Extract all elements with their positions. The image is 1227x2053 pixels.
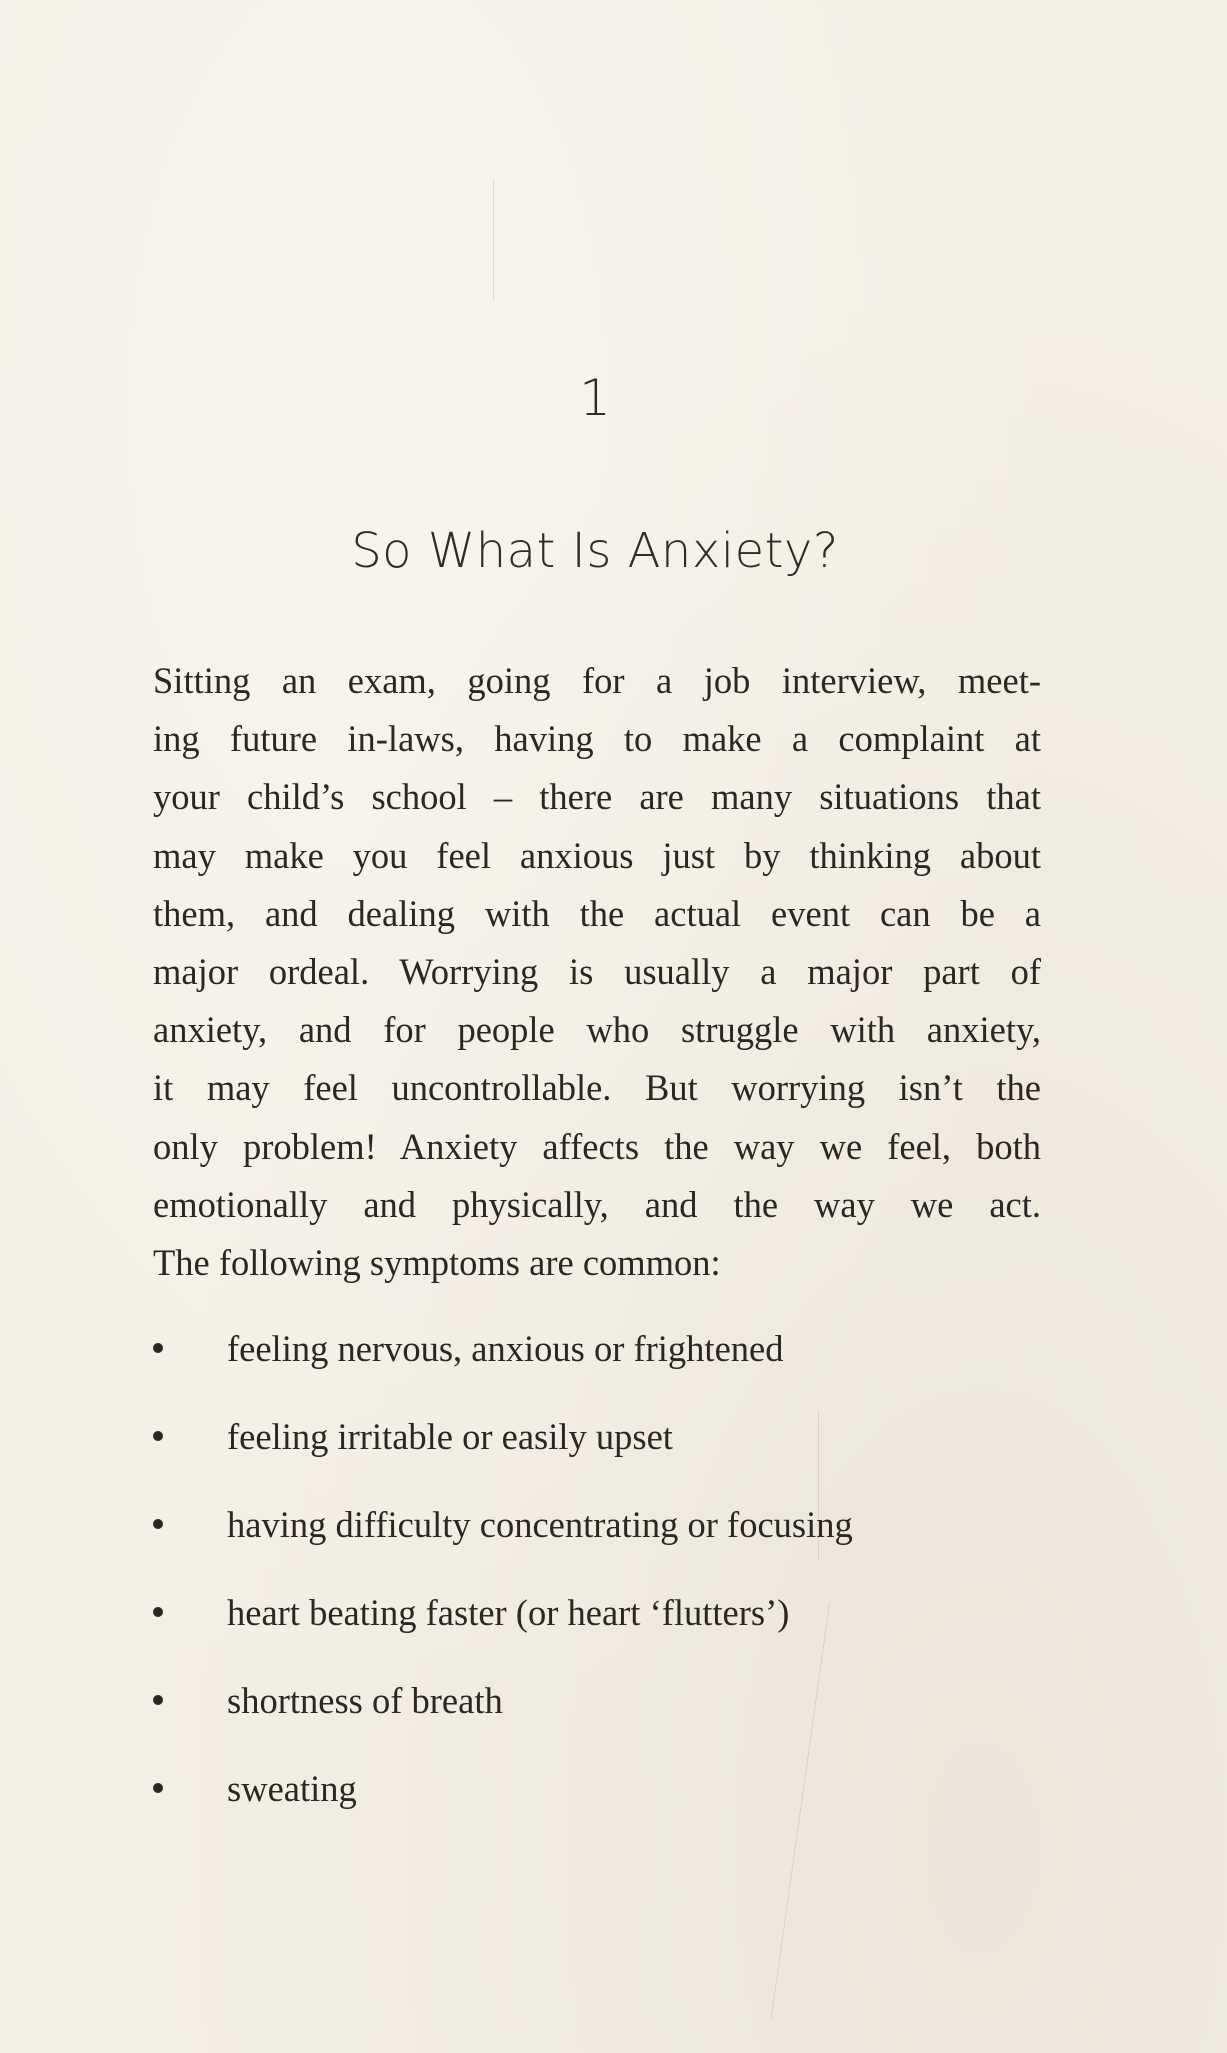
paragraph-line: Sitting an exam, going for a job interview, meet-: [153, 660, 1041, 701]
list-item: [153, 1320, 1053, 1408]
list-item-text: having difficulty concentrating or focusing: [227, 1504, 853, 1545]
chapter-number: 1: [579, 369, 611, 427]
list-item-text: feeling irritable or easily upset: [227, 1416, 673, 1457]
paper-crease: [493, 180, 494, 300]
paragraph-line: major ordeal. Worrying is usually a major part of: [153, 951, 1041, 993]
list-item-text: feeling nervous, anxious or frightened: [227, 1328, 784, 1369]
bullet-icon: [153, 1431, 163, 1441]
symptom-list: [153, 1320, 1053, 1848]
bullet-icon: [153, 1783, 163, 1793]
chapter-title: So What Is Anxiety?: [351, 523, 839, 579]
paragraph-line: may make you feel anxious just by thinking about: [153, 834, 1041, 876]
paragraph-line: emotionally and physically, and the way we act.: [153, 1183, 1041, 1225]
list-item-text: shortness of breath: [227, 1680, 503, 1721]
list-item: [153, 1496, 1053, 1584]
paragraph-line: only problem! Anxiety affects the way we feel, both: [153, 1125, 1041, 1167]
list-item-text: sweating: [227, 1768, 357, 1809]
list-item-text: heart beating faster (or heart ‘flutters’): [227, 1592, 790, 1633]
paragraph-line: anxiety, and for people who struggle with anxiety,: [153, 1009, 1041, 1051]
body-paragraph: [153, 652, 1041, 1292]
bullet-icon: [153, 1695, 163, 1705]
paragraph-line: it may feel uncontrollable. But worrying isn’t the: [153, 1067, 1041, 1109]
list-item: [153, 1672, 1053, 1760]
bullet-icon: [153, 1607, 163, 1617]
paragraph-line: your child’s school – there are many situations that: [153, 776, 1041, 818]
list-item: [153, 1584, 1053, 1672]
paragraph-line: ing future in-laws, having to make a complaint at: [153, 718, 1041, 760]
paragraph-line: them, and dealing with the actual event can be a: [153, 892, 1041, 934]
bullet-icon: [153, 1519, 163, 1529]
list-item: [153, 1760, 1053, 1848]
list-item: [153, 1408, 1053, 1496]
bullet-icon: [153, 1343, 163, 1353]
paragraph-line: The following symptoms are common:: [153, 1242, 721, 1284]
